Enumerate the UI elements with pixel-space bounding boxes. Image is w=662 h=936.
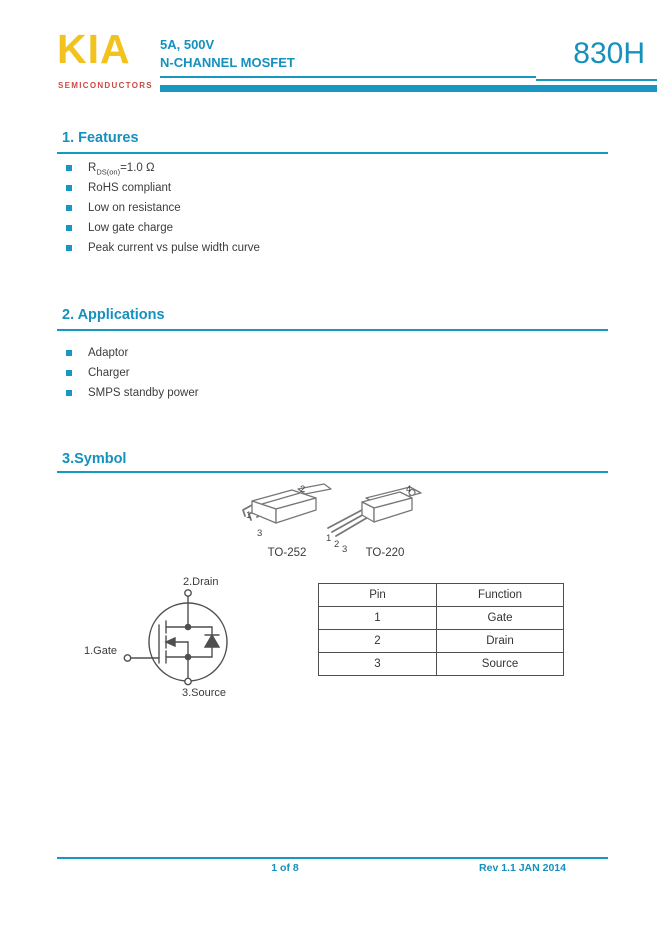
feature-item	[66, 202, 566, 216]
device-type: N-CHANNEL MOSFET	[160, 55, 295, 70]
application-item-label: Charger	[88, 367, 130, 379]
feature-item	[66, 182, 566, 196]
rds-subscript: DS(on)	[96, 167, 121, 177]
header-accent-bar	[160, 85, 657, 92]
pin-function-table	[318, 583, 564, 676]
bullet-square-icon	[66, 390, 72, 396]
application-item	[66, 367, 566, 381]
to220-pin1-label: 1	[326, 533, 332, 544]
table-row	[319, 653, 564, 676]
feature-item-label	[88, 162, 155, 176]
to220-pin4-label: 4	[406, 484, 412, 495]
kia-logo-subtext: SEMICONDUCTORS	[58, 81, 153, 90]
revision-label: Rev 1.1 JAN 2014	[479, 862, 566, 874]
bullet-square-icon	[66, 205, 72, 211]
source-terminal-label: 3.Source	[182, 687, 227, 699]
bullet-square-icon	[66, 245, 72, 251]
part-number: 830H	[573, 37, 645, 70]
feature-item-label: Low gate charge	[88, 222, 174, 234]
bullet-square-icon	[66, 225, 72, 231]
pin-header-cell: Pin	[319, 584, 437, 607]
to220-pin3-label: 3	[342, 544, 348, 555]
bullet-square-icon	[66, 165, 72, 171]
kia-logo: KIA	[57, 26, 131, 72]
symbol-rule	[57, 471, 608, 473]
feature-item-label: Peak current vs pulse width curve	[88, 242, 260, 254]
to252-package-label: TO-252	[267, 547, 307, 559]
function-cell: Gate	[437, 607, 564, 630]
pin-cell: 3	[319, 653, 437, 676]
gate-terminal-label: 1.Gate	[84, 645, 118, 657]
pin-cell: 1	[319, 607, 437, 630]
drain-terminal-label: 2.Drain	[183, 576, 219, 588]
feature-item	[66, 222, 566, 236]
to252-pin2-label: 2	[300, 484, 306, 495]
function-cell: Source	[437, 653, 564, 676]
table-row	[319, 630, 564, 653]
header-thin-rule-right	[536, 79, 657, 81]
application-item-label: SMPS standby power	[88, 387, 199, 399]
application-item-label: Adaptor	[88, 347, 129, 359]
feature-item-label: RoHS compliant	[88, 182, 172, 194]
applications-title: 2. Applications	[62, 307, 165, 323]
to220-pin2-label: 2	[334, 539, 340, 550]
table-row	[319, 584, 564, 607]
header-thin-rule-left	[160, 76, 536, 78]
function-cell: Drain	[437, 630, 564, 653]
page-number: 1 of 8	[271, 862, 299, 874]
application-item	[66, 387, 566, 401]
features-title: 1. Features	[62, 130, 139, 146]
application-item	[66, 347, 566, 361]
to252-package-drawing	[240, 483, 332, 547]
mosfet-symbol-drawing	[118, 580, 266, 692]
footer-rule	[57, 857, 608, 859]
feature-item-label: Low on resistance	[88, 202, 181, 214]
table-row	[319, 607, 564, 630]
feature-item	[66, 242, 566, 256]
features-rule	[57, 152, 608, 154]
to220-package-label: TO-220	[365, 547, 405, 559]
rds-value: =1.0 Ω	[120, 162, 155, 174]
feature-item	[66, 162, 566, 176]
applications-rule	[57, 329, 608, 331]
bullet-square-icon	[66, 350, 72, 356]
to252-pin1-label: 1	[246, 510, 252, 521]
function-header-cell: Function	[437, 584, 564, 607]
header-device-summary	[160, 36, 295, 72]
bullet-square-icon	[66, 370, 72, 376]
bullet-square-icon	[66, 185, 72, 191]
rds-symbol: R	[88, 162, 97, 174]
pin-cell: 2	[319, 630, 437, 653]
device-rating: 5A, 500V	[160, 37, 215, 52]
to252-pin3-label: 3	[257, 528, 263, 539]
symbol-title: 3.Symbol	[62, 451, 127, 467]
